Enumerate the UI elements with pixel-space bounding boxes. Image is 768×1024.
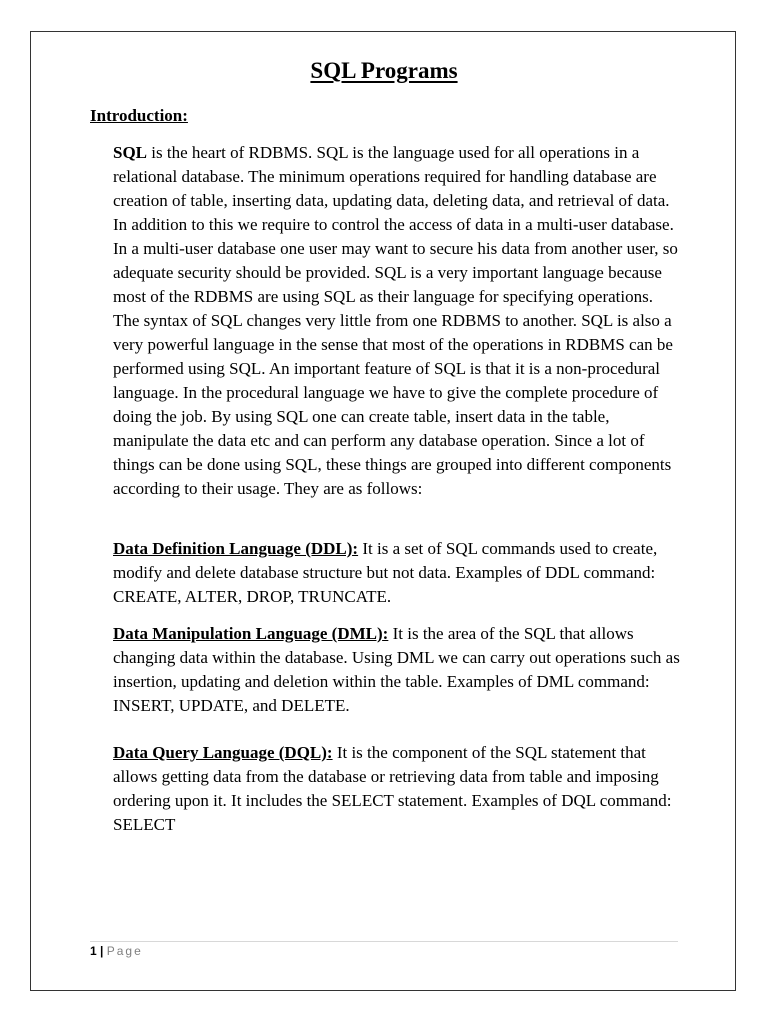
dql-term: Data Query Language (DQL): (113, 743, 333, 762)
introduction-paragraph (113, 141, 683, 501)
dml-term-colon: : (382, 624, 389, 643)
page-number: 1 (90, 944, 97, 958)
dml-text: It is the area of the SQL that allows changing data within the database. Using DML we can carry out operations such as insertion, updating and deletion within the table. Examples of DML command: INSERT, UPDATE, and DELETE. (113, 624, 680, 715)
sql-lead-term: SQL (113, 143, 148, 162)
dml-term: Data Manipulation Language (DML) (113, 624, 383, 643)
dml-paragraph (113, 622, 683, 718)
page-footer (90, 943, 143, 959)
document-title: SQL Programs (310, 58, 458, 83)
introduction-text: is the heart of RDBMS. SQL is the language used for all operations in a relational database. The minimum operations required for handling database are creation of table, inserting data, updating data, deleting data, and retrieval of data. In addition to this we require to control the access of data in a multi-user database. In a multi-user database one user may want to secure his data from another user, so adequate security should be provided. SQL is a very important language because most of the RDBMS are using SQL as their language for specifying operations. The syntax of SQL changes very little from one RDBMS to another. SQL is also a very powerful language in the sense that most of the operations in RDBMS can be performed using SQL. An important feature of SQL is that it is a non-procedural language. In the procedural language we have to give the complete procedure of doing the job. By using SQL one can create table, insert data in the table, manipulate the data etc and can perform any database operation. Since a lot of things can be done using SQL, these things are grouped into different components according to their usage. They are as follows: (113, 143, 678, 498)
dql-text: It is the component of the SQL statement that allows getting data from the database or retrieving data from table and imposing ordering upon it. It includes the SELECT statement. Examples of DQL command: SELECT (113, 743, 672, 834)
page-separator: | (100, 944, 104, 958)
ddl-paragraph (113, 537, 683, 609)
ddl-text: It is a set of SQL commands used to create, modify and delete database structure but not data. Examples of DDL command: CREATE, ALTER, DROP, TRUNCATE. (113, 539, 658, 606)
ddl-term: Data Definition Language (DDL) (113, 539, 353, 558)
footer-divider (90, 941, 678, 942)
ddl-term-colon: : (352, 539, 359, 558)
introduction-heading: Introduction: (90, 106, 188, 125)
dql-paragraph (113, 741, 683, 837)
page-label: Page (106, 944, 143, 958)
